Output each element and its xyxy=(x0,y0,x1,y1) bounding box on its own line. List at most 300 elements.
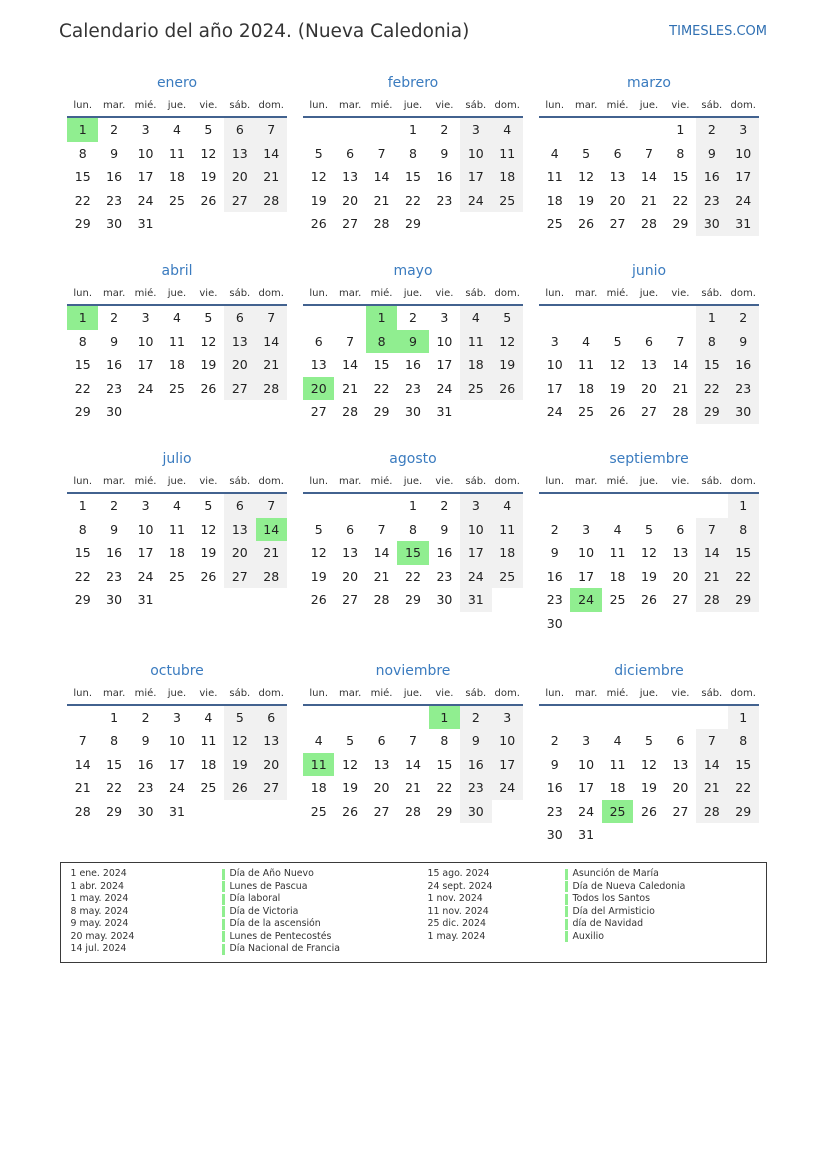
day-cell: 1 xyxy=(78,497,87,513)
weekday-label: mar. xyxy=(103,287,126,299)
day-cell: 25 xyxy=(460,377,491,401)
day-cell: 3 xyxy=(550,333,559,349)
week-row xyxy=(539,800,759,824)
day-cell: 16 xyxy=(696,165,727,189)
week-row xyxy=(67,400,287,424)
day-cell: 27 xyxy=(672,592,689,608)
day-cell: 4 xyxy=(492,494,523,518)
week-row xyxy=(303,118,523,142)
weekday-label: dom. xyxy=(730,100,756,111)
weekday-label: lun. xyxy=(545,100,565,111)
day-cell: 16 xyxy=(728,353,759,377)
day-cell: 12 xyxy=(310,545,327,561)
day-cell: 28 xyxy=(373,592,390,608)
day-cell: 4 xyxy=(173,309,181,325)
legend-date: 15 ago. 2024 xyxy=(427,868,490,879)
day-cell: 16 xyxy=(106,357,123,373)
legend-holiday-name: día de Navidad xyxy=(572,918,644,929)
month-name: agosto xyxy=(389,450,437,467)
day-cell: 17 xyxy=(169,756,185,772)
day-cell: 13 xyxy=(672,545,689,561)
day-cell: 29 xyxy=(728,800,759,824)
day-cell: 27 xyxy=(342,592,359,608)
day-cell: 10 xyxy=(728,142,759,166)
legend-holiday-name: Asunción de María xyxy=(572,868,659,879)
day-cell: 6 xyxy=(224,118,255,142)
legend-date: 1 may. 2024 xyxy=(70,893,129,904)
empty-day-cell xyxy=(366,494,397,518)
day-cell: 20 xyxy=(224,165,255,189)
day-cell: 29 xyxy=(672,216,689,232)
day-cell: 15 xyxy=(436,756,453,772)
holiday-color-swatch xyxy=(565,894,568,905)
day-cell: 28 xyxy=(256,565,287,589)
day-cell: 4 xyxy=(550,145,559,161)
day-cell: 6 xyxy=(256,706,287,730)
week-row xyxy=(539,306,759,330)
weekday-header-row xyxy=(539,471,759,494)
weekday-header-row xyxy=(539,683,759,706)
month-name: mayo xyxy=(393,262,433,279)
week-row xyxy=(539,823,759,847)
day-cell: 11 xyxy=(200,733,217,749)
month-block xyxy=(303,659,523,824)
day-cell: 18 xyxy=(492,541,523,565)
legend-row xyxy=(71,906,341,919)
day-cell: 4 xyxy=(582,333,591,349)
weekday-label: lun. xyxy=(309,287,329,299)
legend-date: 9 may. 2024 xyxy=(70,918,129,929)
empty-day-cell xyxy=(633,823,664,847)
day-cell: 29 xyxy=(106,803,123,819)
empty-day-cell xyxy=(161,400,192,424)
week-row xyxy=(67,565,287,589)
day-cell: 31 xyxy=(137,216,154,232)
day-cell: 4 xyxy=(173,122,181,137)
weekday-label: sáb. xyxy=(465,287,487,299)
empty-day-cell xyxy=(665,823,696,847)
weekday-label: sáb. xyxy=(701,687,723,699)
week-row xyxy=(67,142,287,166)
day-cell: 3 xyxy=(141,122,150,137)
day-cell: 2 xyxy=(460,706,491,730)
day-cell: 7 xyxy=(409,733,417,749)
day-cell: 23 xyxy=(405,380,421,396)
weekday-label: lun. xyxy=(545,687,565,699)
day-cell: 15 xyxy=(405,169,421,185)
day-cell: 9 xyxy=(696,142,727,166)
day-cell: 23 xyxy=(696,189,727,213)
weekday-label: vie. xyxy=(435,287,454,299)
week-row xyxy=(67,541,287,565)
day-cell: 17 xyxy=(137,357,154,373)
day-cell: 1 xyxy=(676,122,685,137)
day-cell: 9 xyxy=(550,756,559,772)
day-cell: 8 xyxy=(409,521,417,537)
day-cell: 2 xyxy=(440,497,449,513)
week-row xyxy=(67,353,287,377)
day-cell: 11 xyxy=(169,145,185,161)
weekday-label: jue. xyxy=(167,100,187,111)
day-cell: 19 xyxy=(492,353,523,377)
day-cell: 8 xyxy=(78,333,87,349)
day-cell: 25 xyxy=(200,780,217,796)
week-row xyxy=(67,753,287,777)
day-cell: 15 xyxy=(728,541,759,565)
day-cell: 3 xyxy=(728,118,759,142)
day-cell: 20 xyxy=(641,380,657,396)
day-cell: 22 xyxy=(436,780,453,796)
empty-day-cell xyxy=(303,494,334,518)
day-cell: 24 xyxy=(137,192,154,208)
day-cell: 8 xyxy=(728,518,759,542)
holiday-color-swatch xyxy=(565,906,568,917)
day-cell: 9 xyxy=(440,521,449,537)
weekday-header-row xyxy=(303,471,523,494)
empty-day-cell xyxy=(224,800,255,824)
legend-row xyxy=(71,893,341,906)
weekday-label: jue. xyxy=(639,287,659,299)
day-cell: 23 xyxy=(106,568,123,584)
day-cell: 10 xyxy=(578,756,595,772)
month-block xyxy=(539,659,759,848)
day-cell: 8 xyxy=(676,145,685,161)
day-cell: 25 xyxy=(609,592,626,608)
weekday-label: mié. xyxy=(134,687,157,699)
week-row xyxy=(303,588,523,612)
week-row xyxy=(303,518,523,542)
empty-day-cell xyxy=(539,494,570,518)
day-cell: 19 xyxy=(200,357,217,373)
day-cell: 6 xyxy=(613,145,622,161)
day-cell: 28 xyxy=(342,404,359,420)
day-cell: 25 xyxy=(578,404,595,420)
week-row xyxy=(303,729,523,753)
day-cell: 21 xyxy=(696,565,727,589)
day-cell: 2 xyxy=(550,521,559,537)
empty-day-cell xyxy=(334,494,365,518)
day-cell: 5 xyxy=(314,521,323,537)
empty-day-cell xyxy=(161,588,192,612)
legend-column-right xyxy=(428,868,686,943)
day-cell: 4 xyxy=(613,733,622,749)
day-cell: 18 xyxy=(169,357,185,373)
day-cell: 24 xyxy=(546,404,563,420)
day-cell: 24 xyxy=(137,568,154,584)
empty-day-cell xyxy=(539,118,570,142)
weekday-label: mar. xyxy=(103,475,126,487)
legend-holiday-name: Día de Año Nuevo xyxy=(229,868,314,879)
day-cell: 29 xyxy=(436,803,453,819)
day-cell: 14 xyxy=(696,541,727,565)
day-cell: 10 xyxy=(460,142,491,166)
empty-day-cell xyxy=(161,212,192,236)
day-cell: 31 xyxy=(728,212,759,236)
weekday-label: sáb. xyxy=(701,287,723,299)
weekday-label: dom. xyxy=(258,100,284,111)
day-cell: 23 xyxy=(106,192,123,208)
week-row xyxy=(303,165,523,189)
day-cell: 29 xyxy=(74,216,91,232)
day-cell: 22 xyxy=(728,776,759,800)
week-row xyxy=(539,494,759,518)
month-name: febrero xyxy=(387,75,439,91)
weekday-label: mié. xyxy=(370,100,393,111)
day-cell: 17 xyxy=(137,169,154,185)
week-row xyxy=(539,400,759,424)
day-cell: 14 xyxy=(256,330,287,354)
day-cell: 14 xyxy=(373,545,390,561)
week-row xyxy=(67,330,287,354)
day-cell: 30 xyxy=(436,592,453,608)
day-cell: 4 xyxy=(173,497,181,513)
day-cell: 11 xyxy=(169,333,185,349)
months-grid xyxy=(67,71,759,847)
weekday-label: lun. xyxy=(73,100,93,111)
day-cell: 5 xyxy=(204,309,213,325)
day-cell: 15 xyxy=(728,753,759,777)
day-cell: 1 xyxy=(409,497,417,513)
day-cell: 3 xyxy=(173,709,181,725)
page-title: Calendario del año 2024. (Nueva Caledonia) xyxy=(59,21,470,42)
day-cell: 30 xyxy=(106,404,123,420)
month-name: junio xyxy=(631,262,667,279)
legend-row xyxy=(428,906,686,919)
weekday-label: jue. xyxy=(167,287,187,299)
day-cell: 28 xyxy=(672,404,689,420)
day-cell: 9 xyxy=(141,733,150,749)
weekday-label: dom. xyxy=(730,687,756,699)
day-cell: 13 xyxy=(256,729,287,753)
day-cell: 5 xyxy=(204,497,213,513)
day-cell: 8 xyxy=(110,733,119,749)
holiday-legend xyxy=(60,862,767,963)
day-cell: 21 xyxy=(373,568,390,584)
empty-day-cell xyxy=(130,400,161,424)
day-cell: 2 xyxy=(550,733,559,749)
weekday-label: mié. xyxy=(134,100,157,111)
day-cell: 15 xyxy=(74,545,91,561)
week-row xyxy=(539,118,759,142)
day-cell: 26 xyxy=(224,776,255,800)
week-row xyxy=(539,330,759,354)
day-cell: 9 xyxy=(110,145,119,161)
weekday-label: mar. xyxy=(575,687,598,699)
day-cell: 17 xyxy=(728,165,759,189)
weekday-header-row xyxy=(67,283,287,306)
empty-day-cell xyxy=(539,306,570,330)
legend-date: 1 may. 2024 xyxy=(427,930,486,942)
week-row xyxy=(67,706,287,730)
legend-holiday-name: Día del Armisticio xyxy=(572,905,655,917)
day-cell: 12 xyxy=(641,545,657,561)
day-cell: 10 xyxy=(436,333,453,349)
day-cell: 10 xyxy=(492,729,523,753)
day-cell: 8 xyxy=(696,330,727,354)
legend-row xyxy=(71,931,341,944)
empty-day-cell xyxy=(570,706,601,730)
day-cell: 21 xyxy=(373,192,390,208)
legend-row xyxy=(71,918,341,931)
legend-holiday-name: Todos los Santos xyxy=(572,893,651,904)
day-cell: 18 xyxy=(609,568,626,584)
empty-day-cell xyxy=(665,612,696,636)
day-cell: 25 xyxy=(310,803,327,819)
day-cell: 26 xyxy=(578,216,595,232)
day-cell: 17 xyxy=(436,357,453,373)
day-cell: 2 xyxy=(110,122,119,137)
month-block xyxy=(67,659,287,824)
empty-day-cell xyxy=(570,306,601,330)
empty-day-cell xyxy=(539,706,570,730)
month-block xyxy=(67,447,287,612)
legend-row xyxy=(428,931,686,944)
day-cell: 17 xyxy=(460,165,491,189)
day-cell: 27 xyxy=(373,803,390,819)
day-cell: 19 xyxy=(641,780,657,796)
day-cell: 11 xyxy=(609,756,626,772)
weekday-header-row xyxy=(303,95,523,118)
holiday-color-swatch xyxy=(222,944,225,955)
empty-day-cell xyxy=(602,306,633,330)
day-cell: 14 xyxy=(672,357,689,373)
weekday-label: mié. xyxy=(370,475,393,487)
month-block xyxy=(67,259,287,424)
week-row xyxy=(67,518,287,542)
month-block xyxy=(539,447,759,636)
weekday-label: vie. xyxy=(671,100,690,111)
weekday-header-row xyxy=(303,683,523,706)
holiday-day-cell: 1 xyxy=(429,706,460,730)
day-cell: 10 xyxy=(137,521,154,537)
day-cell: 10 xyxy=(137,333,154,349)
legend-holiday-name: Lunes de Pascua xyxy=(229,880,308,892)
day-cell: 15 xyxy=(373,357,390,373)
day-cell: 1 xyxy=(728,494,759,518)
day-cell: 14 xyxy=(342,357,359,373)
day-cell: 23 xyxy=(546,803,563,819)
site-name: TIMESLES.COM xyxy=(669,24,767,39)
week-row xyxy=(303,800,523,824)
week-row xyxy=(539,189,759,213)
week-row xyxy=(539,588,759,612)
day-cell: 18 xyxy=(310,780,327,796)
weekday-label: dom. xyxy=(494,287,520,299)
day-cell: 2 xyxy=(409,309,417,325)
day-cell: 1 xyxy=(409,122,417,137)
day-cell: 12 xyxy=(224,729,255,753)
day-cell: 23 xyxy=(106,380,123,396)
day-cell: 22 xyxy=(74,192,91,208)
day-cell: 13 xyxy=(609,169,626,185)
empty-day-cell xyxy=(334,706,365,730)
day-cell: 27 xyxy=(224,377,255,401)
day-cell: 17 xyxy=(578,568,595,584)
weekday-label: sáb. xyxy=(229,475,251,487)
empty-day-cell xyxy=(728,612,759,636)
day-cell: 24 xyxy=(728,189,759,213)
weekday-label: dom. xyxy=(730,475,756,487)
day-cell: 18 xyxy=(546,192,563,208)
month-name: septiembre xyxy=(609,450,689,467)
day-cell: 13 xyxy=(224,330,255,354)
legend-row xyxy=(428,918,686,931)
weekday-label: mié. xyxy=(606,100,629,111)
day-cell: 28 xyxy=(256,377,287,401)
weekday-label: vie. xyxy=(199,475,218,487)
day-cell: 19 xyxy=(200,545,217,561)
day-cell: 26 xyxy=(641,803,657,819)
day-cell: 11 xyxy=(492,518,523,542)
day-cell: 13 xyxy=(641,357,657,373)
week-row xyxy=(539,706,759,730)
empty-day-cell xyxy=(224,588,255,612)
day-cell: 16 xyxy=(460,753,491,777)
weekday-label: mié. xyxy=(606,287,629,299)
day-cell: 12 xyxy=(200,521,217,537)
day-cell: 7 xyxy=(346,333,355,349)
day-cell: 16 xyxy=(546,568,563,584)
month-block xyxy=(303,71,523,236)
day-cell: 29 xyxy=(74,592,91,608)
day-cell: 19 xyxy=(641,568,657,584)
day-cell: 2 xyxy=(110,497,119,513)
week-row xyxy=(539,541,759,565)
month-block xyxy=(539,71,759,236)
weekday-label: lun. xyxy=(309,100,329,111)
weekday-label: mié. xyxy=(134,475,157,487)
empty-day-cell xyxy=(397,706,428,730)
day-cell: 6 xyxy=(224,494,255,518)
month-name: julio xyxy=(162,450,192,467)
day-cell: 29 xyxy=(728,588,759,612)
weekday-label: dom. xyxy=(494,687,520,699)
weekday-label: sáb. xyxy=(465,687,487,699)
holiday-color-swatch xyxy=(222,881,225,892)
day-cell: 5 xyxy=(645,521,653,537)
weekday-label: lun. xyxy=(73,287,93,299)
empty-day-cell xyxy=(728,823,759,847)
day-cell: 24 xyxy=(578,803,595,819)
day-cell: 25 xyxy=(492,565,523,589)
day-cell: 5 xyxy=(492,306,523,330)
legend-holiday-name: Día Nacional de Francia xyxy=(229,943,341,954)
legend-row xyxy=(428,868,686,881)
week-row xyxy=(303,706,523,730)
day-cell: 23 xyxy=(460,776,491,800)
day-cell: 6 xyxy=(346,145,355,161)
day-cell: 17 xyxy=(137,545,154,561)
day-cell: 3 xyxy=(440,309,449,325)
day-cell: 4 xyxy=(460,306,491,330)
weekday-label: lun. xyxy=(309,475,329,487)
day-cell: 1 xyxy=(728,706,759,730)
weekday-label: dom. xyxy=(258,287,284,299)
day-cell: 26 xyxy=(310,592,327,608)
week-row xyxy=(303,565,523,589)
weekday-label: sáb. xyxy=(701,475,723,487)
day-cell: 13 xyxy=(672,756,689,772)
day-cell: 30 xyxy=(728,400,759,424)
day-cell: 3 xyxy=(582,733,591,749)
day-cell: 28 xyxy=(74,803,91,819)
day-cell: 21 xyxy=(74,780,91,796)
empty-day-cell xyxy=(633,612,664,636)
day-cell: 22 xyxy=(74,380,91,396)
week-row xyxy=(67,494,287,518)
day-cell: 25 xyxy=(169,568,185,584)
day-cell: 28 xyxy=(696,588,727,612)
